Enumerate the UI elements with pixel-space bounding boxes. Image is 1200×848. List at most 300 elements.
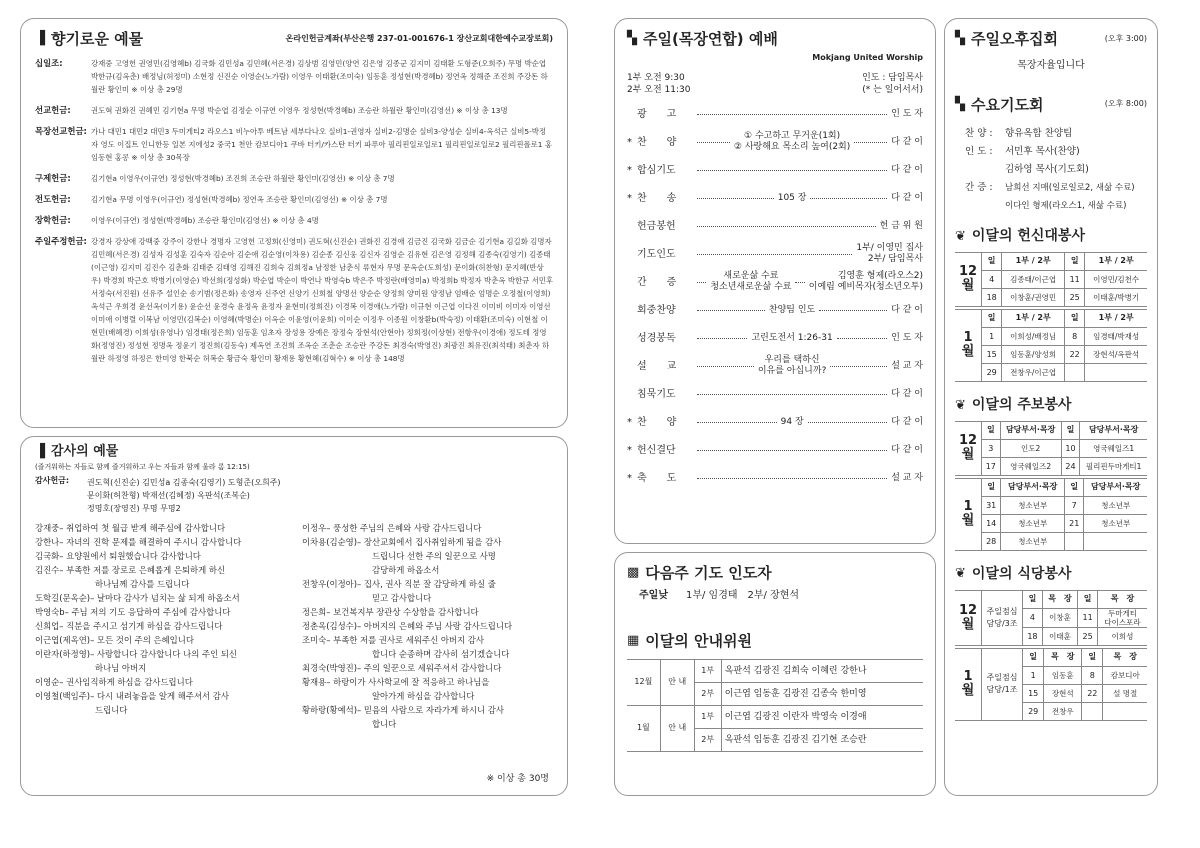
kitchen-schedule [955,590,1147,721]
assignee-cell: 영국웨일즈2 [1000,457,1061,475]
column-header: 일 [1023,648,1044,666]
worship-title: ▚ 주일(목장연합) 예배 [627,30,778,48]
day-cell [1065,363,1085,381]
column-header: 목 장 [1042,590,1077,608]
day-cell: 29 [982,363,1002,381]
column-header: 1부 / 2부 [1002,252,1065,270]
day-cell: 11 [1065,270,1085,288]
wednesday-line [965,161,1147,179]
wednesday-line [965,143,1147,161]
worship-item [627,380,923,408]
usher-names: 옥판석 임동훈 김광진 김기현 조승란 [721,729,923,752]
wednesday-line [965,197,1147,215]
day-cell: 1 [1023,666,1044,684]
offering-section-text: 강경자 강상애 강백중 강주이 강한나 경명자 고영헌 고정희(신영미) 권도혁(신진순) 권화진 김경애 김금진 김국화 김금순 김기현a 김길화 김명자 김민혜(서은경) 김성자 김성훈 김숙자 김순아 김순애 김순영(이차용) 김순종 김신웅 김신자 김영순 김유현 김은영 김정해 김종숙(김영기) 김종태(이근영) 김지미 김진수 김춘화 김태준 김태영 김해진 김희숙 김희정a 남정한 남춘식 류현자 무명 문옥순(도희성) 문이화(허찬형) 문지혜(반상우) 박경희 박근호 박병기(이영순) 박선희(정성화) 박순엽 박순이 박연나 박영숙b 박은주 박정란(배영미a) 박정희b 박정자 박춘옥 박한규 서민후 서정숙(서진원) 선유주 설인순 송기범(정은화) 송영자 신주연 신양기 신희철 양명선 양순순 양정희 양미원 양정남 엄배순 엄명순 오정철(이영희) 옥석근 우희경 윤선옥(이기용) 윤순선 윤경숙 윤정옥 윤정자 윤현미(정희진) 이경복 이경애(노가람) 이규현 이근엽 이다진 이미비 이미자 이영선 이미애 이병렬 이복남 이영민(김복순) 이영혜(박명순) 이옥순 이윤영(이윤희) 이이순 이정우 이종원 이창환b(박숙정) 이태환(조미숙) 이현철 이현민(배혜경) 이희성(유영나) 임경태(정은희) 임동훈 임초자 장성용 장예은 장정숙 장현석(안현아) 정희정(이상현) 전항우(이경애) 정도테 정영화(정영진) 정성현 정명옥 정윤기 정진희(김동숙) 제옥연 조진희 조옥순 조춘순 조승란 주강돈 최경숙(박영진) 최광진 최유진(최석태) 최춘자 하월란 하정영 하정은 한미영 한북순 허복순 황금숙 황인미 황재용 황현혜(김혁수) ※ 이상 총 148명 [91,237,554,364]
worship-item [627,212,923,240]
thanks-title: ▐ 감사의 예물 [35,444,119,459]
dedication-table [955,309,1147,382]
column-header: 일 [982,478,1001,496]
worship-item-who: 인 도 자 [891,108,923,119]
usher-part: 1부 [694,660,721,683]
thanks-text: 믿고 감사합니다 [371,592,432,603]
day-cell: 25 [1065,288,1085,306]
day-cell: 18 [1023,627,1043,645]
table-row [955,270,1147,288]
wednesday-title: ▚ 수요기도회 [955,95,1044,114]
month-cell: 1 월 [955,648,982,720]
thanks-text: 하나님 아버지 [95,662,147,673]
offering-section-text: 김기현a 이영우(이규연) 정성현(박경혜b) 조진희 조승란 하월란 황인미(김영선) ※ 이상 총 7명 [91,174,395,184]
thanks-text: – 풍성한 주님의 은혜와 사랑 감사드립니다 [326,522,482,533]
standing-mark: * [627,416,632,428]
thanks-name: 이영순 [35,676,60,687]
thanks-entry [35,605,302,619]
column-header: 일 [1082,648,1103,666]
table-row [955,457,1147,475]
worship-item-who: 인 도 자 [891,332,923,343]
day-cell: 8 [1082,666,1103,684]
dot-leader [697,170,887,171]
worship-item-name: 광 고 [637,108,677,120]
thanks-entry [302,703,553,717]
worship-item [627,156,923,184]
worship-item-name: 회중찬양 [637,304,676,316]
worship-item-name: 찬 양 [637,136,677,148]
thanks-text: – 자녀의 진학 문제를 해결하여 주시니 감사합니다 [59,536,242,547]
day-cell: 22 [1082,684,1103,702]
standing-mark: * [627,472,632,484]
thanks-text: – 믿음의 사람으로 자라가게 하시니 감사 [357,704,504,715]
usher-row [627,660,923,683]
thanks-entry [35,703,302,717]
thanks-entry [302,619,553,633]
offering-section-text: 가나 대민1 대민2 대민3 두미게티2 라오스1 비누아투 베트남 세부다나오 실비1-권영자 실비2-김명순 실비3-양성순 실비4-옥석근 실비5-박정자 영도 이집트 인니한등 일본 지에성2 중국1 천안 캄보디아1 쿠바 터키/카스탄 터키 파푸아 필리핀일로일로1 필리핀일로일로2 필리핀폴로1 홍임동현 홍콩 ※ 이상 총 30목장 [91,127,552,163]
wednesday-line-text: 남희선 지매(일로일로2, 새삶 수료) [1005,183,1135,193]
worship-item [627,464,923,492]
thanks-text: – 집사, 권사 직분 잘 감당하게 하실 줄 [357,578,496,589]
assignee-cell: 이희성 [1098,627,1147,645]
dot-leader [697,366,754,367]
worship-item-who: 다 같 이 [891,192,924,203]
thanks-left-col [35,521,302,731]
standing-mark: * [627,136,632,148]
assignee-cell: 이창훈/권영민 [1002,288,1065,306]
thanks-text: – 보건복지부 장관상 수상함을 감사합니다 [326,606,479,617]
thanks-verse: (즐거워하는 자들로 함께 즐거워하고 우는 자들과 함께 울라 롬 12:15) [35,462,250,471]
afternoon-text: 목장자율입니다 [1017,60,1085,72]
thanks-entry [35,577,302,591]
thanks-name: 황하랑(황예석) [301,704,358,715]
worship-note: (* 는 일어서서) [862,85,923,96]
standing-mark: * [627,164,632,176]
day-cell: 18 [982,288,1002,306]
offering-section [35,172,553,185]
thanks-total: ※ 이상 총 30명 [486,773,549,784]
dot-leader [697,254,852,255]
thanks-entry [302,633,553,647]
month-cell: 12 월 [955,421,982,475]
prayer-label: 주일낮 [639,590,668,602]
thanks-text: 합니다 [371,718,397,729]
ushers-title: ▦ 이달의 안내위원 [627,631,752,650]
assignee-cell: 청소년부 [1001,532,1065,550]
worship-item-name: 찬 양 [637,416,677,428]
assignee-cell: 청소년부 [1001,514,1065,532]
worship-item [627,352,923,380]
thanks-label: 감사헌금: [35,475,70,485]
dot-leader [697,310,765,311]
usher-part: 2부 [694,729,721,752]
worship-order [627,100,923,500]
worship-item-who: 다 같 이 [891,304,923,315]
ushers-table [627,659,923,752]
wednesday-line-text: 서민후 목사(찬양) [1005,146,1080,157]
thanks-entry [35,661,302,675]
thanks-text: – 취업하여 첫 월급 받게 해주심에 감사합니다 [59,522,226,533]
dot-leader [697,198,774,199]
bullet-icon: ▩ [627,565,640,581]
column-header: 일 [1023,590,1043,608]
thanks-name: 최경숙(박영진) [301,662,358,673]
wednesday-line-label [965,197,1005,215]
day-cell: 22 [1065,345,1085,363]
thanks-text: – 사랑합니다 감사합니다 나의 주인 되신 [90,648,238,659]
bulletin-schedule [955,421,1147,551]
thanks-entry [35,675,302,689]
dot-leader [854,142,887,143]
assignee-cell: 전창우/이근엽 [1002,363,1065,381]
column-header: 일 [1061,421,1080,439]
assignee-cell: 청소년부 [1001,496,1065,514]
worship-item-detail: 105 장 [777,192,807,203]
bullet-icon: ▐ [35,444,45,459]
worship-item-who: 다 같 이 [891,388,923,399]
worship-item-name: 설 교 [637,360,677,372]
wednesday-line-label: 간 증 : [965,182,993,193]
wednesday-line-text: 이다인 형제(라오스1, 새삶 수료) [1005,201,1127,211]
thanks-text: 합니다 순종하며 감사히 섬기겠습니다 [371,648,510,659]
standing-mark: * [627,444,632,456]
thanks-text: – 하랑이가 사사학교에 잘 적응하고 하나님을 [326,676,490,687]
thanks-name: 이차용(김순영) [301,536,358,547]
column-header: 목 장 [1103,648,1147,666]
day-cell: 21 [1065,514,1084,532]
duty-team: 주일점심 담당/3조 [982,590,1023,645]
worship-item-name: 합심기도 [637,164,676,176]
thanks-text: – 직분을 주시고 섬기게 하심을 감사드립니다 [59,620,223,631]
dot-leader [819,310,887,311]
worship-item [627,408,923,436]
thanks-entry [35,549,302,563]
worship-item-name: 간 증 [637,276,677,288]
dot-leader [808,422,888,423]
thanks-text: – 날마다 감사가 넘치는 삶 되게 하옵소서 [90,592,240,603]
day-cell: 29 [1023,702,1044,720]
column-header: 일 [1078,590,1098,608]
offering-section-text: 이영우(이규연) 정성현(박경혜b) 조승란 황인미(김영선) ※ 이상 총 4명 [91,216,319,226]
worship-item-detail: 새로운삶 수료 청소년새로운삶 수료 [710,271,792,293]
worship-item-who: 다 같 이 [891,136,923,147]
worship-item-name: 성경봉독 [637,332,676,344]
thanks-entry [302,647,553,661]
offering-section-text: 강재중 고영헌 권영민(김영혜b) 김국화 김민성a 김민혜(서은경) 김상범 김영민(양연 김은영 김종군 김지미 김태환 도형준(오희주) 무명 박순엽 박한규(김옥춘) 배정님(허정미) 소현정 신진순 이영순(노가람) 이영우 이태환(조미숙) 임동훈 정성현(박경혜b) 정연옥 정해준 조진희 주강돈 하월란 황인미 ※ 이상 총 29명 [91,59,548,95]
thanks-name: 전창우(이정아) [301,578,358,589]
thanks-name: 조미숙 [301,634,327,645]
leaf-icon: ❦ [955,228,966,244]
dot-leader [795,282,804,283]
prayer-leaders: 1부/ 임경태 2부/ 장현석 [685,590,800,602]
wednesday-line-label: 찬 양 : [965,128,993,139]
wednesday-line-label [965,161,1005,179]
thanks-entry [302,521,553,535]
month-cell: 1 월 [955,478,982,550]
usher-row [627,706,923,729]
wednesday-time: (오후 8:00) [1104,99,1147,109]
offering-section [35,104,553,117]
assignee-cell [1103,702,1147,720]
bullet-icon: ▚ [627,31,637,47]
dot-leader [830,366,887,367]
thanks-text: 알아가게 하심을 감사합니다 [371,690,475,701]
worship-leader: 인도 : 담임목사 [862,73,923,84]
column-header: 담당부서·목장 [1001,478,1065,496]
assignee-cell: 임동훈/양성희 [1002,345,1065,363]
thanks-name: 정춘옥(김성수) [301,620,358,631]
worship-item-detail: 고린도전서 1:26-31 [751,332,833,343]
worship-item-who: 다 같 이 [891,444,923,455]
assignee-cell: 두마게티 다이스포라 [1098,608,1147,627]
offering-section-label: 선교헌금: [35,105,71,116]
usher-part: 2부 [694,683,721,706]
thanks-entry [302,675,553,689]
worship-item-name: 축 도 [637,472,677,484]
worship-item [627,296,923,324]
thanks-text: – 장산교회에서 집사취임하게 됨을 감사 [357,536,502,547]
afternoon-time: (오후 3:00) [1104,33,1147,43]
thanks-entry [302,577,553,591]
thanks-text: 하나님께 감사를 드립니다 [95,578,190,589]
worship-item-who: 1부/ 이영민 집사 2부/ 담임목사 [856,243,923,265]
thanks-text: 드립니다 선한 주의 일꾼으로 사명 [371,550,496,561]
worship-item-detail: ① 수고하고 무거운(1회) ② 사랑해요 목소리 높여(2회) [733,131,851,153]
worship-item-who: 헌 금 위 원 [879,220,923,231]
column-header: 일 [982,309,1002,327]
usher-month: 1월 [627,706,660,752]
thanks-entry [35,647,302,661]
dot-leader [697,450,887,451]
month-cell: 1 월 [955,309,982,381]
table-row [955,439,1147,457]
dot-leader [697,338,747,339]
offering-section [35,193,553,206]
usher-names: 이근엽 임동훈 김광진 김종숙 한미영 [721,683,923,706]
day-cell: 3 [982,439,1001,457]
offering-section-label: 구제헌금: [35,173,71,184]
offering-title: ▐ 향기로운 예물 [35,30,144,48]
kitchen-table [955,648,1147,721]
right-box [944,18,1158,796]
worship-item [627,436,923,464]
dedication-schedule [955,252,1147,382]
usher-names: 이근엽 김광진 이란자 박영숙 이경애 [721,706,923,729]
table-header [955,252,1147,270]
assignee-cell: 이태훈/박병기 [1085,288,1147,306]
thanks-name: 이근엽(제옥연) [35,634,91,645]
kitchen-title: ❦ 이달의 식당봉사 [955,565,1072,582]
thanks-entry [302,535,553,549]
assignee-cell: 장현석 [1044,684,1082,702]
assignee-cell: 임동훈 [1044,666,1082,684]
bulletin-table [955,478,1147,551]
bullet-icon: ▚ [955,97,965,113]
bulletin-table [955,421,1147,476]
column-header: 담당부서·목장 [1080,421,1147,439]
column-header: 1부 / 2부 [1085,252,1147,270]
assignee-cell: 청소년부 [1084,514,1147,532]
table-header [955,648,1147,666]
thanks-entry [302,689,553,703]
table-row [955,288,1147,306]
thanks-right-col [302,521,553,731]
thanks-name: 황재용 [301,676,327,687]
dot-leader [697,226,876,227]
assignee-cell: 인도2 [1000,439,1061,457]
worship-box [614,18,936,544]
thanks-text: – 주님 저의 기도 응답하여 주심에 감사합니다 [64,606,231,617]
assignee-cell: 장현석/옥판석 [1085,345,1147,363]
thanks-text: – 부족한 저를 장로로 은혜롭게 은퇴하게 하신 [59,564,226,575]
thanks-text: – 주의 일꾼으로 세워주셔서 감사합니다 [357,662,502,673]
usher-month: 12월 [627,660,660,706]
offering-section-text: 김기현a 무명 이영우(이규연) 정성현(박경혜b) 정연옥 조승란 황인미(김영선) ※ 이상 총 7명 [91,195,388,205]
thanks-entry [302,563,553,577]
assignee-cell: 이창훈 [1042,608,1077,627]
day-cell [1082,702,1103,720]
day-cell: 28 [982,532,1001,550]
worship-item-name: 헌신결단 [637,444,676,456]
dot-leader [697,478,887,479]
assignee-cell: 임경태/박재성 [1085,327,1147,345]
assignee-cell [1085,363,1147,381]
worship-item-name: 침묵기도 [637,388,676,400]
worship-item-who: 김영훈 형제(라오스2) 이예림 예비목자(청소년오투) [808,271,924,293]
column-header: 1부 / 2부 [1002,309,1065,327]
day-cell: 11 [1078,608,1098,627]
thanks-name: 이영철(백임주) [35,690,91,701]
worship-item [627,184,923,212]
thanks-name: 신희업 [35,620,60,631]
day-cell: 17 [982,457,1001,475]
assignee-cell: 이영민/김천수 [1085,270,1147,288]
dot-leader [697,422,777,423]
thanks-text: – 다시 내려놓음을 알게 해주셔서 감사 [90,690,229,701]
worship-item-who: 다 같 이 [891,164,923,175]
day-cell [1065,532,1084,550]
duty-team: 주일점심 담당/1조 [982,648,1023,720]
offering-section-label: 장학헌금: [35,215,71,226]
bullet-icon: ▦ [627,633,640,649]
thanks-name: 도학길(문옥순) [35,592,91,603]
worship-item [627,100,923,128]
table-header [955,478,1147,496]
service-time-1: 1부 오전 9:30 [627,73,685,84]
thanks-name: 김국화 [35,550,60,561]
dot-leader [697,142,730,143]
day-cell: 15 [1023,684,1044,702]
thanks-text: – 아버지의 은혜와 주님 사랑 감사드립니다 [357,620,513,631]
service-time-2: 2부 오전 11:30 [627,85,691,96]
usher-part: 1부 [694,706,721,729]
dot-leader [697,282,706,283]
thanks-entry [35,535,302,549]
assignee-cell: 설 명절 [1103,684,1147,702]
worship-item-detail: 찬양팀 인도 [768,304,816,315]
day-cell: 1 [982,327,1002,345]
dot-leader [697,394,887,395]
online-account: 온라인헌금계좌(부산은행 237-01-001676-1 장산교회대한예수교장로회) [285,33,553,43]
thanks-entry [35,689,302,703]
offering-section-label: 전도헌금: [35,194,71,205]
wednesday-line [965,179,1147,197]
usher-names: 옥판석 김광진 김희숙 이혜린 강한나 [721,660,923,683]
dot-leader [837,338,887,339]
dedication-table [955,252,1147,307]
thanks-box [20,436,568,796]
prayer-title: ▩ 다음주 기도 인도자 [627,564,772,582]
column-header: 일 [1065,478,1084,496]
day-cell: 24 [1061,457,1080,475]
offering-section-label: 목장선교헌금: [35,126,87,137]
assignee-cell: 청소년부 [1084,496,1147,514]
wednesday-details [955,125,1147,215]
column-header: 일 [982,421,1001,439]
assignee-cell [1084,532,1147,550]
worship-item-name: 헌금봉헌 [637,220,676,232]
thanks-name: 강한나 [35,536,60,547]
offering-list [35,57,553,365]
table-row [955,345,1147,363]
standing-mark: * [627,192,632,204]
column-header: 담당부서·목장 [1084,478,1147,496]
thanks-entry [35,591,302,605]
day-cell: 25 [1078,627,1098,645]
assignee-cell: 이희성/배정님 [1002,327,1065,345]
offering-section [35,214,553,227]
worship-item-who: 다 같 이 [891,416,924,427]
day-cell: 14 [982,514,1001,532]
worship-item-who: 설 교 자 [891,472,923,483]
offering-section-label: 십일조: [35,58,63,69]
column-header: 1부 / 2부 [1085,309,1147,327]
usher-role: 안 내 [660,706,694,752]
assignee-cell: 영국웨일즈1 [1080,439,1147,457]
column-header: 일 [1065,309,1085,327]
day-cell: 4 [982,270,1002,288]
bullet-icon: ▐ [35,31,45,47]
day-cell: 10 [1061,439,1080,457]
worship-item-detail: 우리를 택하신 이유를 아십니까? [757,355,827,377]
wednesday-line [965,125,1147,143]
table-row [955,327,1147,345]
column-header: 목 장 [1044,648,1082,666]
column-header: 일 [982,252,1002,270]
dot-leader [810,198,887,199]
worship-item-detail: 94 장 [780,416,804,427]
thanks-entry [35,619,302,633]
wednesday-line-text: 향유옥합 찬양팀 [1005,128,1073,139]
assignee-cell: 전창우 [1044,702,1082,720]
thanks-text: – 모든 것이 주의 은혜입니다 [90,634,194,645]
